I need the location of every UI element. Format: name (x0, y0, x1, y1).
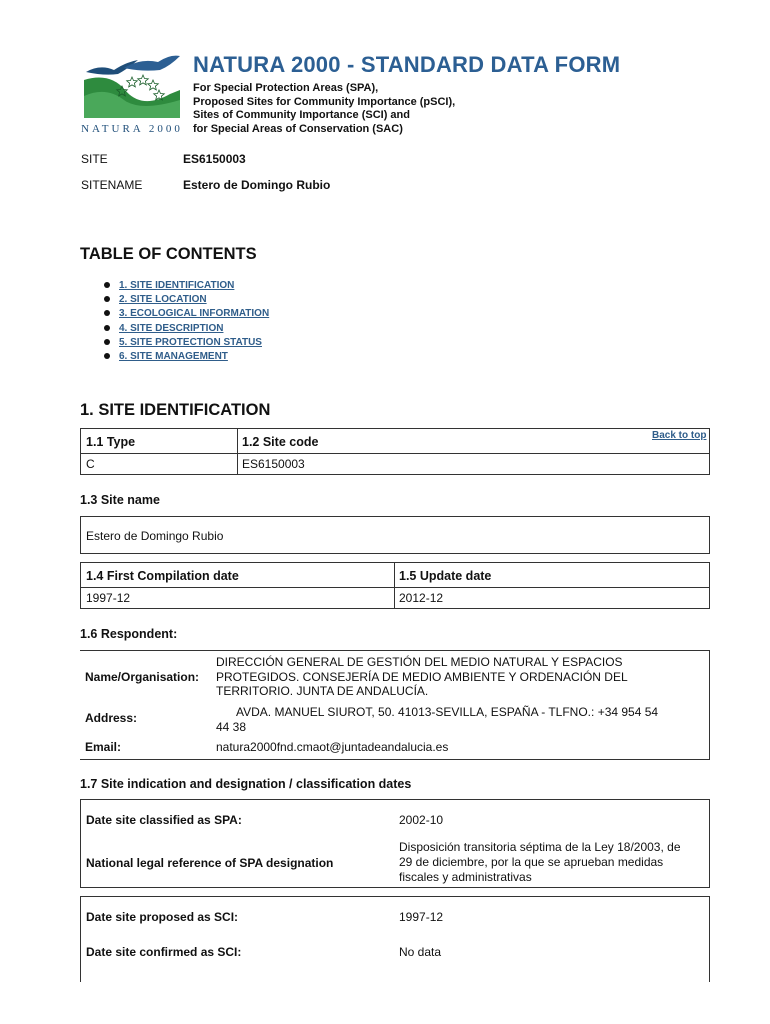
toc-item (104, 294, 269, 308)
sitename-value: Estero de Domingo Rubio (183, 178, 331, 192)
sci-confirmed-value: No data (399, 945, 442, 959)
spa-designation-table (80, 799, 710, 888)
email-value: natura2000fnd.cmaot@juntadeandalucia.es (216, 740, 449, 754)
section-title-site-identification: 1. SITE IDENTIFICATION (80, 401, 271, 419)
spa-legal-reference-value: Disposición transitoria séptima de la Ley 18/2003, de 29 de diciembre, por la que se aprueban medidas fiscales y administrativas (399, 840, 681, 884)
toc-list (104, 280, 269, 365)
sci-dates-table (80, 896, 710, 982)
page-title: NATURA 2000 - STANDARD DATA FORM (193, 52, 621, 77)
site-value: ES6150003 (183, 152, 246, 166)
spa-date-value: 2002-10 (399, 813, 444, 827)
email-label: Email: (85, 740, 122, 754)
type-code-table (80, 428, 710, 475)
spa-legal-reference-label: National legal reference of SPA designation (86, 856, 334, 870)
sitename-label: SITENAME (81, 178, 143, 192)
update-date-label: 1.5 Update date (399, 569, 492, 583)
site-code-label: 1.2 Site code (242, 435, 319, 449)
toc-link-site-description[interactable]: 4. SITE DESCRIPTION (119, 322, 224, 334)
sci-proposed-label: Date site proposed as SCI: (86, 910, 239, 924)
designation-heading: 1.7 Site indication and designation / classification dates (80, 777, 412, 791)
toc-item (104, 351, 269, 365)
sci-proposed-value: 1997-12 (399, 910, 444, 924)
spa-date-label: Date site classified as SPA: (86, 813, 242, 827)
dates-table (80, 562, 710, 609)
toc-link-ecological-information[interactable]: 3. ECOLOGICAL INFORMATION (119, 308, 270, 320)
type-label: 1.1 Type (86, 435, 136, 449)
sci-confirmed-label: Date site confirmed as SCI: (86, 945, 242, 959)
respondent-heading: 1.6 Respondent: (80, 627, 178, 641)
toc-link-site-identification[interactable]: 1. SITE IDENTIFICATION (119, 280, 235, 291)
type-value: C (86, 457, 95, 471)
first-compilation-label: 1.4 First Compilation date (86, 569, 239, 583)
toc-item (104, 308, 269, 322)
address-label: Address: (85, 711, 138, 725)
first-compilation-value: 1997-12 (86, 591, 131, 605)
site-name-value: Estero de Domingo Rubio (86, 529, 224, 543)
page-subtitle: For Special Protection Areas (SPA), Proposed Sites for Community Importance (pSCI), Sites of Community Importance (SCI) and for Special Areas of Conservation (SAC) (193, 82, 456, 135)
site-code-value: ES6150003 (242, 457, 305, 471)
site-name-heading: 1.3 Site name (80, 493, 160, 507)
natura-2000-logo (80, 50, 184, 136)
toc-item (104, 323, 269, 337)
toc-link-site-protection-status[interactable]: 5. SITE PROTECTION STATUS (119, 336, 262, 348)
toc-link-site-location[interactable]: 2. SITE LOCATION (119, 294, 207, 306)
toc-item (104, 280, 269, 294)
toc-item (104, 337, 269, 351)
name-organisation-value: DIRECCIÓN GENERAL DE GESTIÓN DEL MEDIO NATURAL Y ESPACIOS PROTEGIDOS. CONSEJERÍA DE MEDIO AMBIENTE Y ORDENACIÓN DEL TERRITORIO. JUNTA DE ANDALUCÍA. (216, 655, 628, 698)
name-organisation-label: Name/Organisation: (85, 670, 200, 684)
toc-title: TABLE OF CONTENTS (80, 245, 257, 263)
back-to-top-link[interactable]: Back to top (652, 430, 707, 441)
address-value: AVDA. MANUEL SIUROT, 50. 41013-SEVILLA, ESPAÑA - TLFNO.: +34 954 54 44 38 (216, 705, 659, 734)
site-name-box (80, 516, 710, 554)
site-label: SITE (81, 152, 108, 166)
svg-text:NATURA 2000: NATURA 2000 (81, 123, 183, 135)
toc-link-site-management[interactable]: 6. SITE MANAGEMENT (119, 350, 228, 362)
update-date-value: 2012-12 (399, 591, 444, 605)
respondent-table (80, 650, 710, 760)
